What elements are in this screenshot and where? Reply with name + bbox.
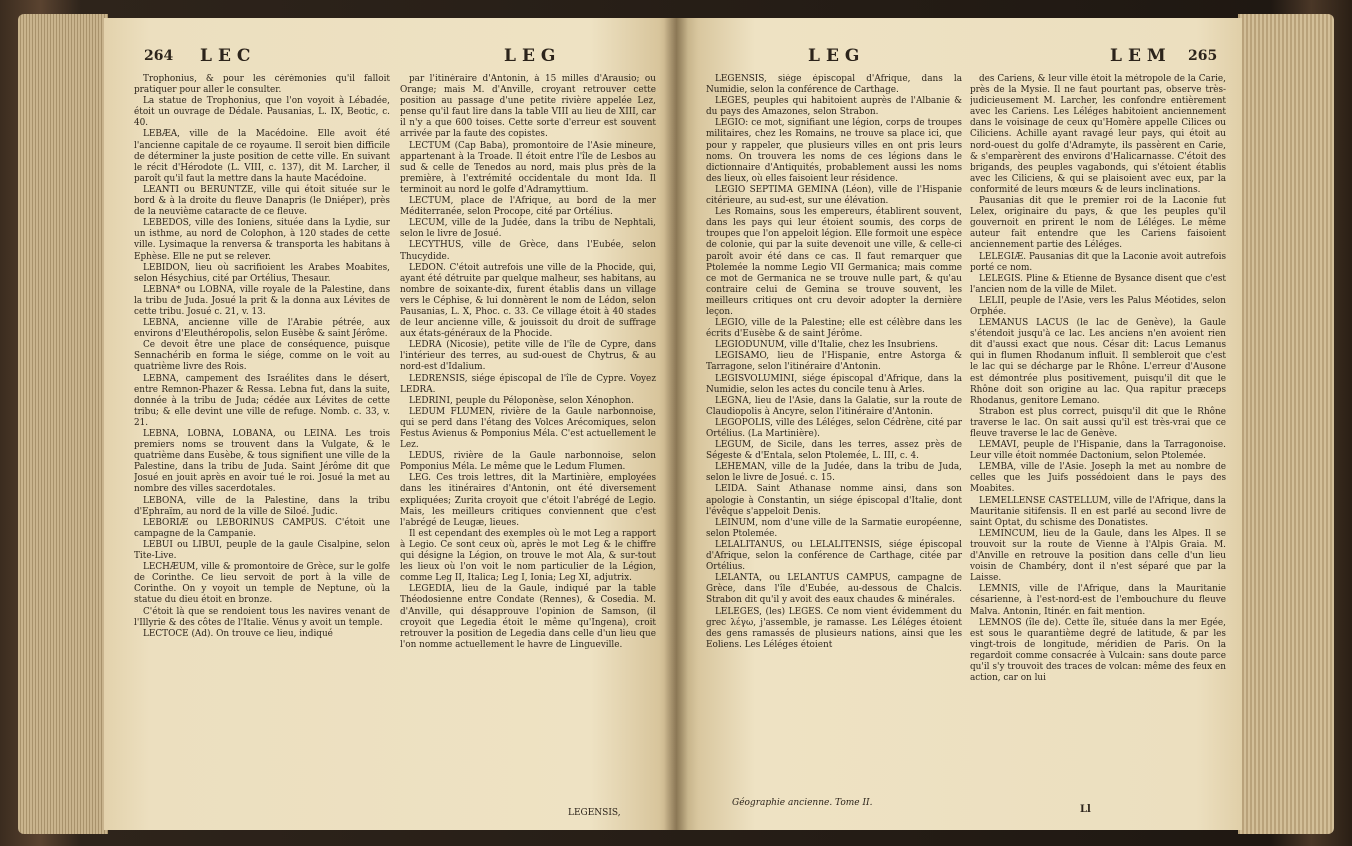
dictionary-entry: LEBÆA, ville de la Macédoine. Elle avoit été l'ancienne capitale de ce royaume. Il seroit bien difficile de déterminer la juste position de cette ville. En suivant le récit d'Hérodote (L. VIII, c. 137), dit M. Larcher, il paroît qu'il faut la mettre dans la haute Macédoine. — [134, 129, 390, 184]
dictionary-entry: LEGEDIA, lieu de la Gaule, indiqué par la table Théodosienne entre Condate (Rennes), & Cosedia. M. d'Anville, qui désapprouve l'opinion de Samson, (il croyoit que Legedia étoit le même qu'Ingena), croit retrouver la position de Legedia dans celle d'un lieu que l'on nomme actuellement le havre de Lingueville. — [400, 584, 656, 650]
dictionary-entry: LEMELLENSE CASTELLUM, ville de l'Afrique, dans la Mauritanie sitifensis. Il en est parlé au second livre de saint Optat, du schisme des Donatistes. — [970, 495, 1226, 528]
dictionary-entry: LEDRA (Nicosie), petite ville de l'île de Cypre, dans l'intérieur des terres, au sud-ouest de Chytrus, & au nord-est d'Idalium. — [400, 340, 656, 373]
left-column-2 — [400, 74, 656, 808]
dictionary-entry: LEDUM FLUMEN, rivière de la Gaule narbonnoise, qui se perd dans l'étang des Volces Arécomiques, selon Festus Avienus & Pomponius Méla. C'est actuellement le Lez. — [400, 406, 656, 451]
dictionary-entry: LEIDA. Saint Athanase nomme ainsi, dans son apologie à Constantin, un siége épiscopal d'Italie, dont l'évêque s'appeloit Denis. — [706, 484, 962, 517]
dictionary-entry: LECTUM, place de l'Afrique, au bord de la mer Méditerranée, selon Procope, cité par Ortélius. — [400, 196, 656, 218]
dictionary-entry: LECHÆUM, ville & promontoire de Grèce, sur le golfe de Corinthe. Ce lieu servoit de port à la ville de Corinthe. On y voyoit un temple de Neptune, où la statue du dieu étoit en bronze. — [134, 562, 390, 606]
dictionary-entry: des Cariens, & leur ville étoit la métropole de la Carie, près de la Mysie. Il ne faut pourtant pas, observe très-judicieusement M. Larcher, les confondre entièrement avec les Cariens. Les Léléges habitoient anciennement dans le voisinage de ceux qu'Homère appelle Cilices ou Ciliciens. Achille ayant ravagé leur pays, qui étoit au nord-ouest du golfe d'Adramyte, ils passèrent en Carie, & s'emparèrent des environs d'Halicarnasse. C'étoit des brigands, des peuples vagabonds, qui s'étoient établis avec les Ciliciens, & qui se plaisoient avec eux, par la conformité de leurs mœurs & de leurs inclinations. — [970, 74, 1226, 195]
left-catchword: LEGENSIS, — [568, 808, 621, 818]
dictionary-entry: LEMAVI, peuple de l'Hispanie, dans la Tarragonoise. Leur ville étoit nommée Dactonium, selon Ptolemée. — [970, 440, 1226, 462]
right-running-head-right: LEM — [1110, 46, 1172, 66]
dictionary-entry: LEGISAMO, lieu de l'Hispanie, entre Astorga & Tarragone, selon l'itinéraire d'Antonin. — [706, 351, 962, 373]
dictionary-entry: LEBONA, ville de la Palestine, dans la tribu d'Ephraïm, au nord de la ville de Siloé. Judic. — [134, 495, 390, 517]
right-running-head-left: LEG — [808, 46, 866, 66]
dictionary-entry: LEBEDOS, ville des Ioniens, située dans la Lydie, sur un isthme, au nord de Colophon, à 120 stades de cette ville. Lysimaque la renversa & transporta les habitans à Ephèse. Elle ne put se relever. — [134, 218, 390, 262]
dictionary-entry: Les Romains, sous les empereurs, établirent souvent, dans les pays qui leur étoient soumis, des corps de troupes que l'on appeloit légion. Elle formoit une espèce de colonie, qui par la suite devenoit une ville, & celle-ci paroît avoir été dans ce cas. Il faut remarquer que Ptolemée la nomme Legio VII Germanica; mais comme ce mot de Germanica ne se trouve nulle part, & qu'au contraire celui de Gemina se trouve souvent, les meilleurs critiques ont cru devoir adopter la dernière leçon. — [706, 207, 962, 317]
dictionary-entry: LEBNA, LOBNA, LOBANA, ou LEINA. Les trois premiers noms se trouvent dans la Vulgate, & le quatrième dans Eusèbe, & tous signifient une ville de la Palestine, dans la tribu de Juda. Saint Jérôme dit que Josué en jouit après en avoir tué le roi. Josué la met au nombre des villes sacerdotales. — [134, 429, 390, 495]
dictionary-entry: LEBORIÆ ou LEBORINUS CAMPUS. C'étoit une campagne de la Campanie. — [134, 517, 390, 539]
dictionary-entry: LELEGIS. Pline & Etienne de Bysance disent que c'est l'ancien nom de la ville de Milet. — [970, 273, 1226, 295]
left-running-head-left: LEC — [200, 46, 257, 66]
dictionary-entry: LELEGIÆ. Pausanias dit que la Laconie avoit autrefois porté ce nom. — [970, 251, 1226, 273]
dictionary-entry: LEDRENSIS, siége épiscopal de l'île de Cypre. Voyez LEDRA. — [400, 373, 656, 395]
page-footer: Géographie ancienne. Tome II. — [732, 798, 873, 808]
dictionary-entry: LELANTA, ou LELANTUS CAMPUS, campagne de Grèce, dans l'île d'Eubée, au-dessous de Chalcis. Strabon dit qu'il y avoit des eaux chaudes & minérales. — [706, 573, 962, 606]
dictionary-entry: LEMNIS, ville de l'Afrique, dans la Mauritanie césarienne, à l'est-nord-est de l'embouchure du fleuve Malva. Antonin, Itinér. en fait mention. — [970, 584, 1226, 617]
left-running-head-right: LEG — [504, 46, 562, 66]
dictionary-entry: LEGIO: ce mot, signifiant une légion, corps de troupes militaires, chez les Romains, ne trouve sa place ici, que pour y rappeler, que plusieurs villes en ont pris leurs noms. On trouvera les noms de ces légions dans le dictionnaire d'Antiquités, probablement aussi les noms des lieux, où elles faisoient leur résidence. — [706, 118, 962, 184]
dictionary-entry: LECTUM (Cap Baba), promontoire de l'Asie mineure, appartenant à la Troade. Il étoit entre l'île de Lesbos au sud & celle de Tenedos au nord, mais plus près de la première, à l'extrémité occidentale du mont Ida. Il terminoit au nord le golfe d'Adramyttium. — [400, 140, 656, 195]
dictionary-entry: LEDON. C'étoit autrefois une ville de la Phocide, qui, ayant été détruite par quelque malheur, ses habitans, au nombre de soixante-dix, furent établis dans un village vers le Céphise, & lui donnèrent le nom de Lédon, selon Pausanias, L. X, Phoc. c. 33. Ce village étoit à 40 stades de leur ancienne ville, & jouissoit du droit de suffrage aux états-généraux de la Phocide. — [400, 262, 656, 340]
dictionary-entry: LECTOCE (Ad). On trouve ce lieu, indiqué — [143, 628, 333, 639]
dictionary-entry: Ce devoit être une place de conséquence, puisque Sennachérib en forma le siége, comme on le voit au quatrième livre des Rois. — [134, 340, 390, 373]
gutter-shadow — [664, 18, 688, 830]
dictionary-entry: LECUM, ville de la Judée, dans la tribu de Nephtali, selon le livre de Josué. — [400, 218, 656, 240]
dictionary-entry: LEGNA, lieu de l'Asie, dans la Galatie, sur la route de Claudiopolis à Ancyre, selon l'itinéraire d'Antonin. — [706, 395, 962, 417]
left-page-number: 264 — [144, 48, 174, 64]
dictionary-entry: LECYTHUS, ville de Grèce, dans l'Eubée, selon Thucydide. — [400, 240, 656, 262]
right-page-edges — [1238, 14, 1334, 834]
dictionary-entry: LEBIDON, lieu où sacrifioient les Arabes Moabites, selon Hésychius, cité par Ortélius, Thesaur. — [134, 262, 390, 284]
right-page — [676, 18, 1242, 830]
dictionary-entry: LEG. Ces trois lettres, dit la Martinière, employées dans les itinéraires d'Antonin, ont été diversement expliquées; Zurita croyoit que c'étoit l'abrégé de Legio. Mais, les meilleurs critiques conviennent que c'est l'abrégé de Leugæ, lieues. — [400, 473, 656, 528]
dictionary-entry: LEGENSIS, siége épiscopal d'Afrique, dans la Numidie, selon la conférence de Carthage. — [706, 74, 962, 96]
dictionary-entry: LEMANUS LACUS (le lac de Genève), la Gaule s'étendoit jusqu'à ce lac. Les anciens n'en avoient rien dit d'aussi exact que nous. César dit: Lacus Lemanus qui in flumen Rhodanum influit. Il sembleroit que c'est le lac qui se décharge par le Rhône. L'erreur d'Ausone est démontrée plus positivement, puisqu'il dit que le Rhône doit son origine au lac. Qua rapitur præceps Rhodanus, genitore Lemano. — [970, 318, 1226, 406]
dictionary-entry: LEGIO SEPTIMA GEMINA (Léon), ville de l'Hispanie citérieure, au sud-est, sur une élévation. — [706, 184, 962, 207]
dictionary-entry: LELII, peuple de l'Asie, vers les Palus Méotides, selon Orphée. — [970, 295, 1226, 317]
dictionary-entry: LEGES, peuples qui habitoient auprès de l'Albanie & du pays des Amazones, selon Strabon. — [706, 96, 962, 118]
left-column-1 — [134, 74, 390, 808]
dictionary-entry: LEDRINI, peuple du Péloponèse, selon Xénophon. — [409, 395, 634, 406]
dictionary-entry: Pausanias dit que le premier roi de la Laconie fut Lelex, originaire du pays, & que les peuples qu'il gouvernoit en prirent le nom de Léléges. Le même auteur fait entendre que les Cariens faisoient anciennement partie des Léléges. — [970, 196, 1226, 251]
dictionary-entry: LEBNA, ancienne ville de l'Arabie pétrée, aux environs d'Eleuthéropolis, selon Eusèbe & saint Jérôme. — [134, 318, 390, 340]
dictionary-entry: LEGIODUNUM, ville d'Italie, chez les Insubriens. — [715, 340, 938, 351]
dictionary-entry: LEGOPOLIS, ville des Léléges, selon Cédrène, cité par Ortélius. (La Martinière). — [706, 417, 962, 439]
dictionary-entry: LEMINCUM, lieu de la Gaule, dans les Alpes. Il se trouvoit sur la route de Vienne à l'Alpis Graia. M. d'Anville en retrouve la position dans celle d'un lieu voisin de Chambéry, dont il n'est séparé que par la Laisse. — [970, 528, 1226, 584]
dictionary-entry: LEMBA, ville de l'Asie. Joseph la met au nombre de celles que les Juifs possédoient dans le pays des Moabites. — [970, 462, 1226, 495]
dictionary-entry: LEBNA, campement des Israélites dans le désert, entre Remnon-Phazer & Ressa. Lebna fut, dans la suite, donnée à la tribu de Juda; cédée aux Lévites de cette tribu; & elle devint une ville de refuge. Nomb. c. 33, v. 21. — [134, 373, 390, 428]
dictionary-entry: LEHEMAN, ville de la Judée, dans la tribu de Juda, selon le livre de Josué. c. 15. — [706, 462, 962, 484]
signature-mark: Ll — [1080, 804, 1091, 815]
dictionary-entry: LEGUM, de Sicile, dans les terres, assez près de Ségeste & d'Entala, selon Ptolemée, L. III, c. 4. — [706, 440, 962, 462]
dictionary-entry: C'étoit là que se rendoient tous les navires venant de l'Illyrie & des côtes de l'Italie. Vénus y avoit un temple. — [134, 606, 390, 628]
right-column-1 — [706, 74, 962, 796]
right-page-number: 265 — [1188, 48, 1218, 64]
right-column-2 — [970, 74, 1226, 808]
dictionary-entry: Il est cependant des exemples où le mot Leg a rapport à Legio. Ce sont ceux où, après le mot Leg & le chiffre qui désigne la Légion, on trouve le mot Ala, & sur-tout les lieux où l'on voit le nom particulier de la Légion, comme Leg II, Italica; Leg I, Ionia; Leg XI, adjutrix. — [400, 528, 656, 584]
left-page-edges — [18, 14, 108, 834]
dictionary-entry: LEBUI ou LIBUI, peuple de la gaule Cisalpine, selon Tite-Live. — [134, 539, 390, 562]
dictionary-entry: LEMNOS (île de). Cette île, située dans la mer Egée, est sous le quarantième degré de latitude, & par les vingt-trois de longitude, méridien de Paris. On la regardoit comme consacrée à Vulcain: sans doute parce qu'il s'y trouvoit des traces de volcan: même des feux en action, car on lui — [970, 617, 1226, 684]
dictionary-entry: LELEGES, (les) LEGES. Ce nom vient évidemment du grec λέγω, j'assemble, je ramasse. Les Léléges étoient des gens ramassés de plusieurs nations, ainsi que les Eoliens. Les Léléges étoient — [706, 606, 962, 650]
left-page — [104, 18, 676, 830]
dictionary-entry: LELALITANUS, ou LELALITENSIS, siége épiscopal d'Afrique, selon la conférence de Carthage, citée par Ortélius. — [706, 539, 962, 573]
dictionary-entry: LEINUM, nom d'une ville de la Sarmatie européenne, selon Ptolemée. — [706, 517, 962, 539]
dictionary-entry: LEANTI ou BERUNTZE, ville qui étoit située sur le bord & à la droite du fleuve Danapris (le Dniéper), près de la neuvième cataracte de ce fleuve. — [134, 184, 390, 218]
dictionary-entry: Trophonius, & pour les cérémonies qu'il falloit pratiquer pour aller le consulter. — [134, 74, 390, 96]
dictionary-entry: par l'itinéraire d'Antonin, à 15 milles d'Arausio; ou Orange; mais M. d'Anville, croyant retrouver cette position au passage d'une petite rivière appelée Lez, pense qu'il faut lire dans la table VIII au lieu de XIII, car il n'y a que 600 toises. Cette sorte d'erreur est souvent arrivée par la faute des copistes. — [400, 74, 656, 140]
dictionary-entry: LEDUS, rivière de la Gaule narbonnoise, selon Pomponius Méla. Le même que le Ledum Flumen. — [400, 451, 656, 473]
dictionary-entry: La statue de Trophonius, que l'on voyoit à Lébadée, étoit un ouvrage de Dédale. Pausanias, L. IX, Beotic, c. 40. — [134, 96, 390, 129]
dictionary-entry: LEBNA* ou LOBNA, ville royale de la Palestine, dans la tribu de Juda. Josué la prit & la donna aux Lévites de cette tribu. Josué c. 21, v. 13. — [134, 284, 390, 317]
dictionary-entry: LEGIO, ville de la Palestine; elle est célèbre dans les écrits d'Eusèbe & de saint Jérôme. — [706, 318, 962, 340]
dictionary-entry: Strabon est plus correct, puisqu'il dit que le Rhône traverse le lac. On sait aussi qu'il est très-vrai que ce fleuve traverse le lac de Genève. — [970, 406, 1226, 439]
dictionary-entry: LEGISVOLUMINI, siége épiscopal d'Afrique, dans la Numidie, selon les actes du concile tenu à Arles. — [706, 373, 962, 395]
